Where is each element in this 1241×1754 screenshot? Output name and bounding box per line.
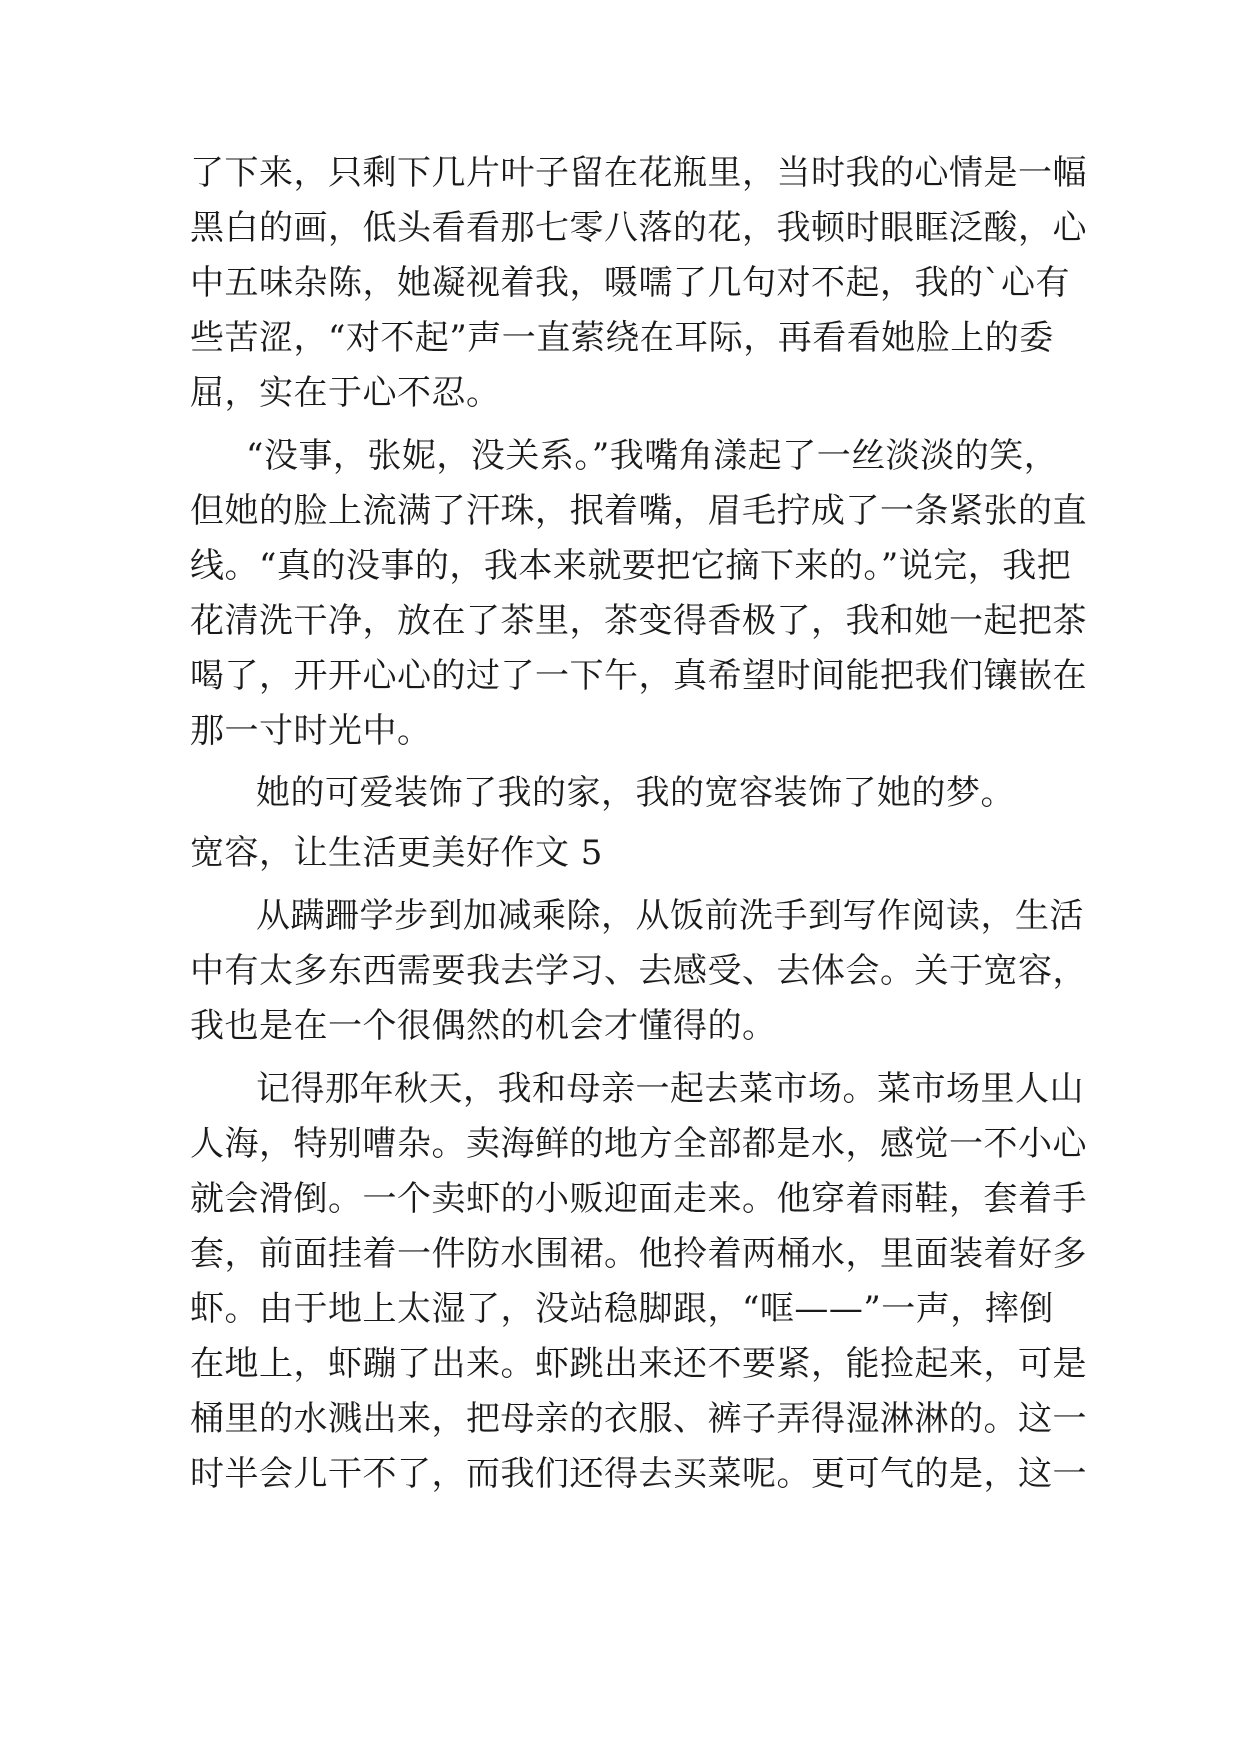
text-line: 那一寸时光中。: [190, 711, 432, 751]
text-line: 我也是在一个很偶然的机会才懂得的。: [190, 1006, 777, 1046]
text-line: 屈，实在于心不忍。: [190, 373, 501, 413]
text-line: 套，前面挂着一件防水围裙。他拎着两桶水，里面装着好多: [190, 1234, 1087, 1274]
text-line: 中五味杂陈，她凝视着我，嗫嚅了几句对不起，我的`心有: [190, 263, 1070, 303]
paragraph-start-line: 记得那年秋天，我和母亲一起去菜市场。菜市场里人山: [256, 1069, 1084, 1109]
text-line: 就会滑倒。一个卖虾的小贩迎面走来。他穿着雨鞋，套着手: [190, 1179, 1087, 1219]
text-line: 人海，特别嘈杂。卖海鲜的地方全部都是水，感觉一不小心: [190, 1124, 1087, 1164]
section-heading: 宽容，让生活更美好作文 5: [190, 833, 603, 873]
paragraph-start-line: “没事，张妮，没关系。”我嘴角漾起了一丝淡淡的笑，: [246, 436, 1059, 476]
text-line: 喝了，开开心心的过了一下午，真希望时间能把我们镶嵌在: [190, 656, 1087, 696]
text-line: 了下来，只剩下几片叶子留在花瓶里，当时我的心情是一幅: [190, 153, 1087, 193]
text-line: 花清洗干净，放在了茶里，茶变得香极了，我和她一起把茶: [190, 601, 1087, 641]
text-line: 但她的脸上流满了汗珠，抿着嘴，眉毛拧成了一条紧张的直: [190, 491, 1087, 531]
text-line: 虾。由于地上太湿了，没站稳脚跟，“哐——”一声，摔倒: [190, 1289, 1054, 1329]
text-line: 黑白的画，低头看看那七零八落的花，我顿时眼眶泛酸，心: [190, 208, 1087, 248]
paragraph-start-line: 她的可爱装饰了我的家，我的宽容装饰了她的梦。: [256, 773, 1015, 813]
paragraph-start-line: 从蹒跚学步到加减乘除，从饭前洗手到写作阅读，生活: [256, 896, 1084, 936]
text-line: 时半会儿干不了，而我们还得去买菜呢。更可气的是，这一: [190, 1454, 1087, 1494]
text-line: 桶里的水溅出来，把母亲的衣服、裤子弄得湿淋淋的。这一: [190, 1399, 1087, 1439]
text-line: 线。“真的没事的，我本来就要把它摘下来的。”说完，我把: [190, 546, 1072, 586]
text-line: 在地上，虾蹦了出来。虾跳出来还不要紧，能捡起来，可是: [190, 1344, 1087, 1384]
text-line: 中有太多东西需要我去学习、去感受、去体会。关于宽容，: [190, 951, 1087, 991]
text-line: 些苦涩，“对不起”声一直萦绕在耳际，再看看她脸上的委: [190, 318, 1054, 358]
